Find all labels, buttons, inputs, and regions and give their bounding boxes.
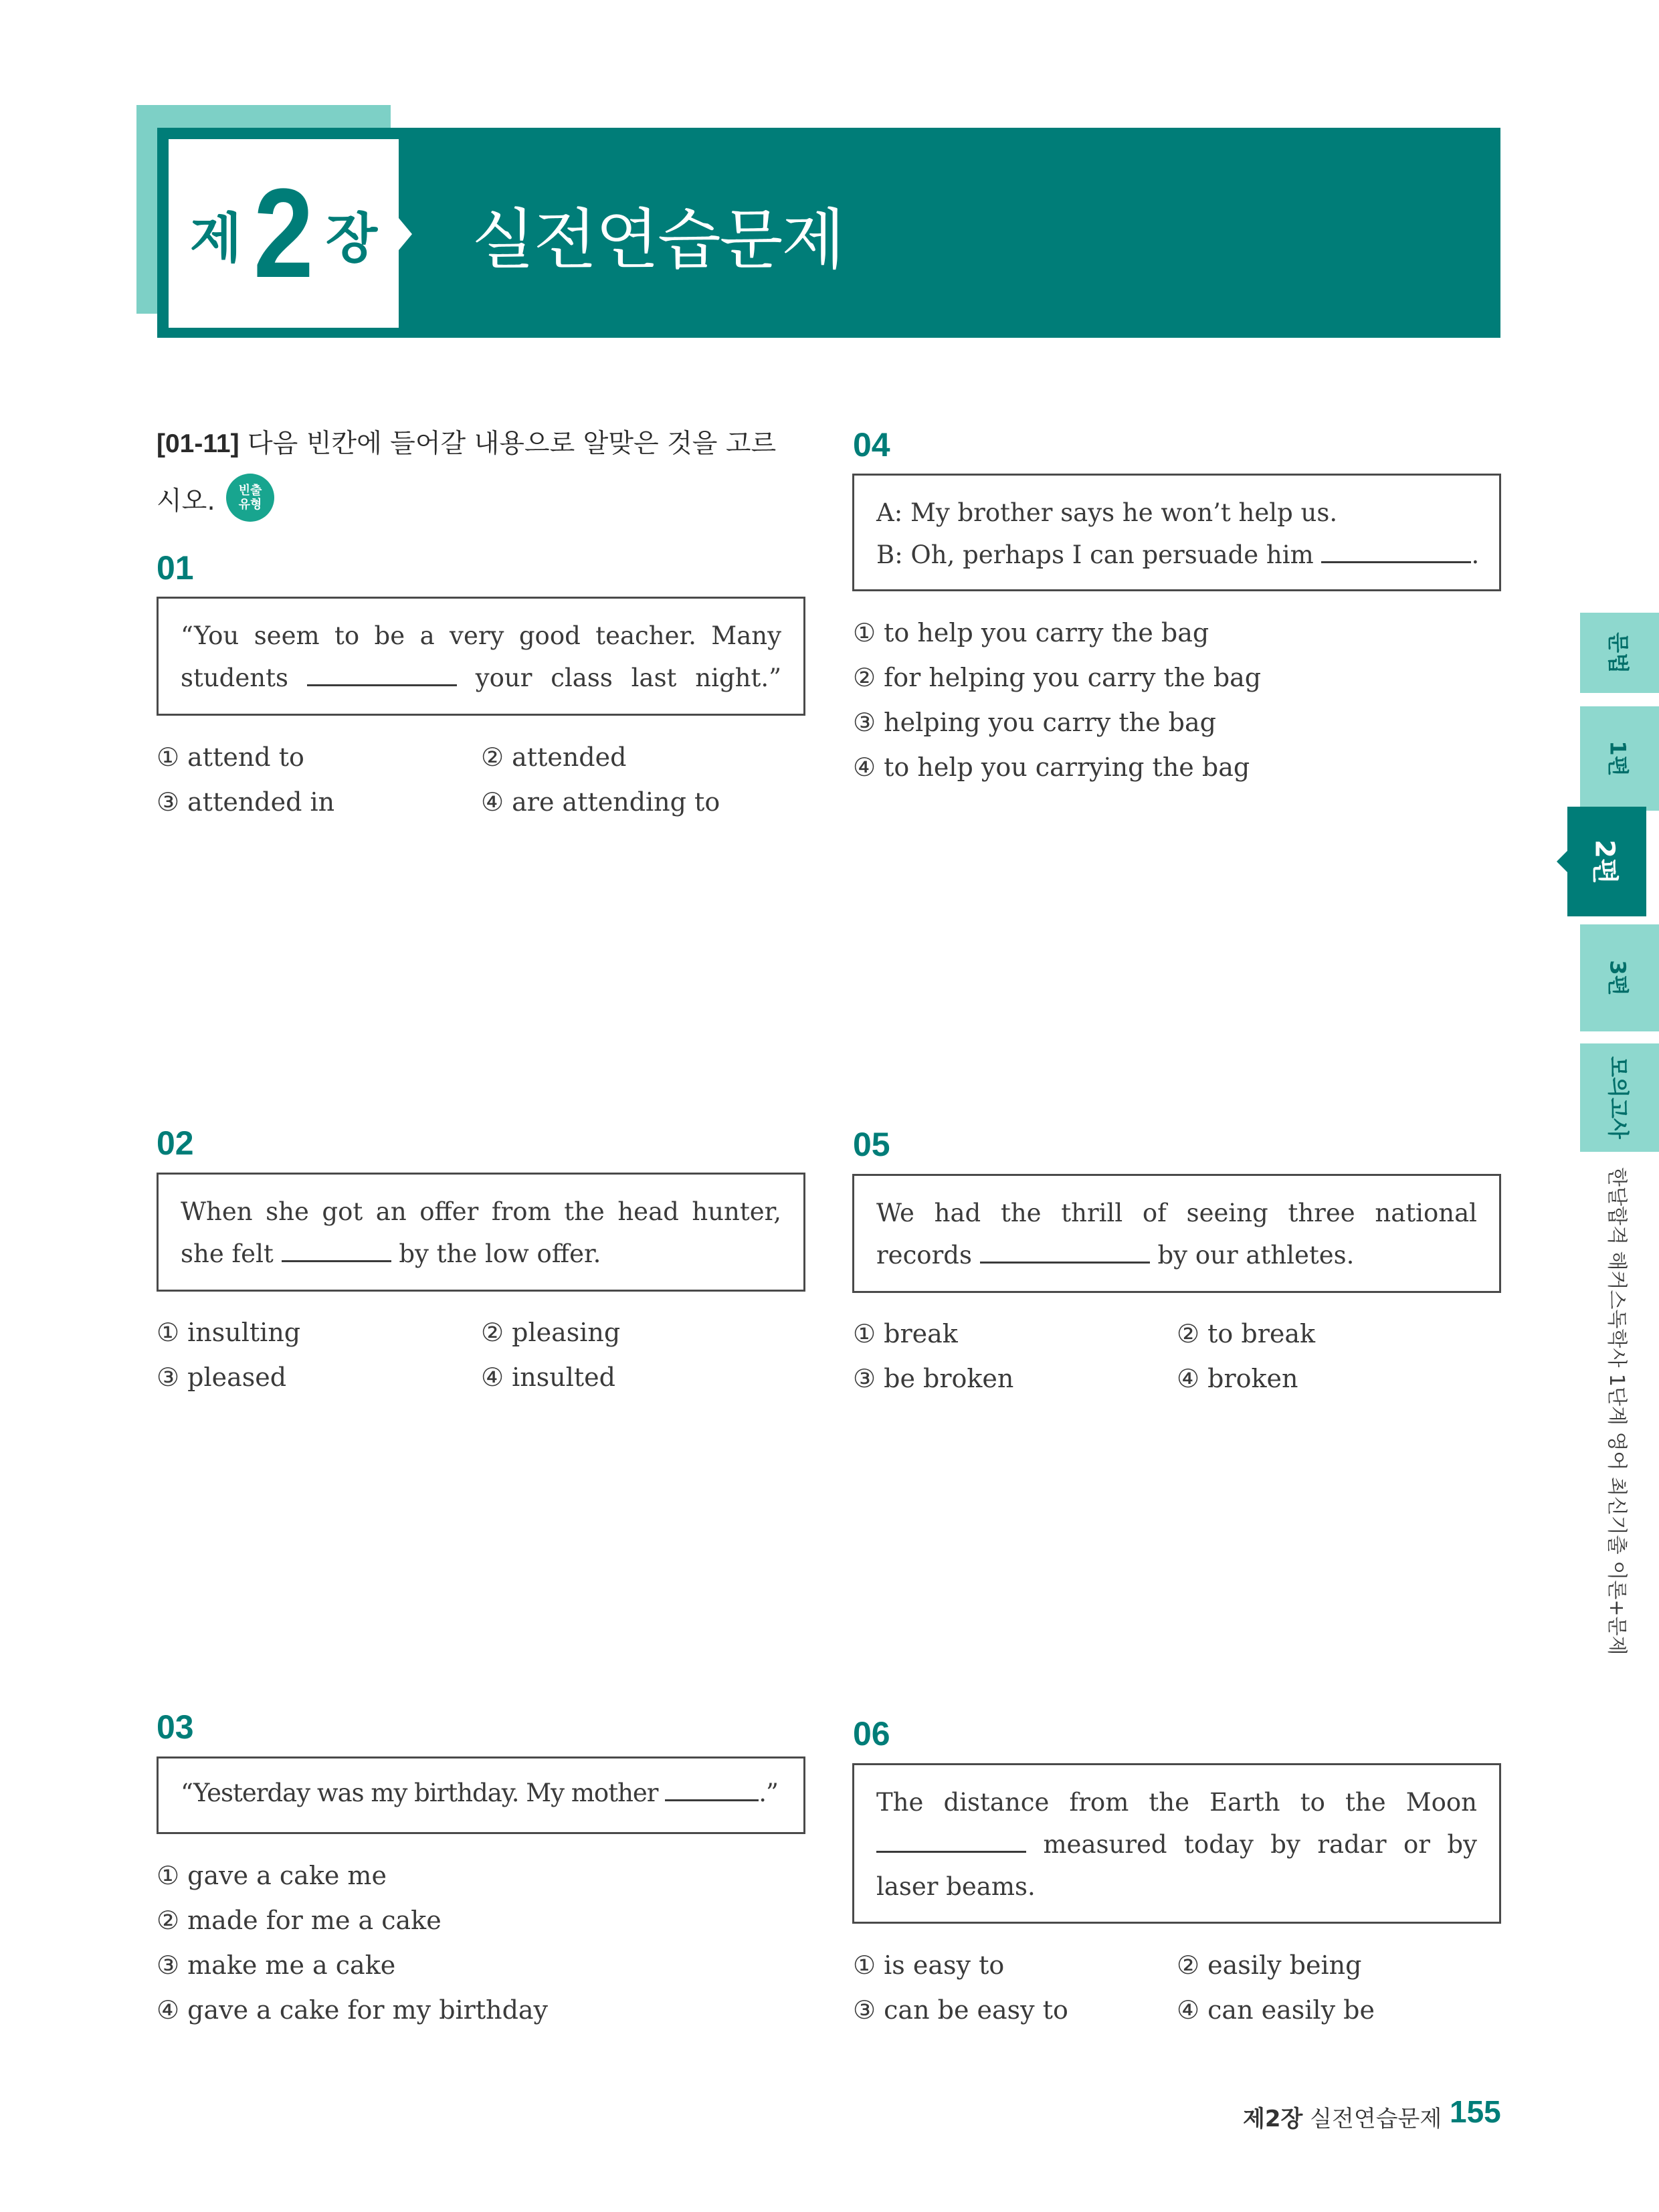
question-number-04: 04 [853,426,890,464]
chapter-number: 2 [254,163,314,304]
question-03-line-1: “Yesterday was my birthday. My mother .” [181,1772,781,1814]
side-tab-grammar[interactable]: 문법 [1580,613,1659,693]
footer-title: 실전연습문제 [1310,2106,1442,2132]
q02-option-1[interactable]: ① insulting [157,1318,301,1347]
header-arrow-icon [399,218,412,250]
side-tab-part-3[interactable]: 3편 [1580,924,1659,1031]
question-number-02: 02 [157,1124,194,1162]
q05-option-3[interactable]: ③ be broken [853,1364,1014,1393]
q04-option-3[interactable]: ③ helping you carry the bag [853,708,1216,737]
question-06-line-2: measured today by radar or by [876,1823,1477,1866]
q04-option-1[interactable]: ① to help you carry the bag [853,618,1209,647]
q05-option-2[interactable]: ② to break [1177,1319,1316,1348]
instruction-line [157,423,776,460]
chapter-label-box [169,139,399,328]
q06-option-2[interactable]: ② easily being [1177,1950,1362,1980]
question-04-line-2: B: Oh, perhaps I can persuade him . [876,534,1477,576]
footer-chapter: 제2장 [1243,2106,1303,2132]
q05-option-4[interactable]: ④ broken [1177,1364,1298,1393]
question-box-01 [157,597,805,716]
question-number-03: 03 [157,1708,194,1746]
answer-blank [980,1236,1150,1264]
question-04-line-1: A: My brother says he won’t help us. [876,498,1338,527]
active-tab-pointer-icon [1557,851,1567,872]
q04-option-2[interactable]: ② for helping you carry the bag [853,663,1262,692]
question-number-01: 01 [157,549,194,587]
q03-option-3[interactable]: ③ make me a cake [157,1950,396,1980]
answer-blank [1321,536,1471,563]
question-05-line-2: records by our athletes. [876,1234,1477,1276]
q03-option-2[interactable]: ② made for me a cake [157,1906,442,1935]
chapter-title: 실전연습문제 [472,202,844,278]
badge-top-text: 빈출 [238,484,262,498]
chapter-prefix: 제 [189,207,242,270]
side-tab-mock-test[interactable]: 모의고사 [1580,1043,1659,1152]
question-box-05 [852,1174,1501,1293]
page-number: 155 [1450,2094,1501,2129]
side-tab-part-2[interactable]: 2편 [1567,807,1646,916]
answer-blank [282,1235,391,1262]
answer-blank [665,1774,759,1801]
q01-option-3[interactable]: ③ attended in [157,787,335,817]
book-title-vertical: 한달합격 해커스독학사 1단계 영어 최신기출 이론+문제 [1605,1167,1628,1655]
question-06-line-1: The distance from the Earth to the Moon [876,1788,1477,1817]
q01-option-1[interactable]: ① attend to [157,742,304,772]
q01-option-4[interactable]: ④ are attending to [481,787,720,817]
answer-blank [307,659,457,686]
instruction-range: [01-11] [157,429,239,458]
q03-option-4[interactable]: ④ gave a cake for my birthday [157,1995,549,2025]
question-box-03 [157,1756,805,1834]
answer-blank [876,1825,1026,1853]
question-01-line-2: students your class last night.” [181,657,781,699]
question-number-06: 06 [853,1715,890,1752]
instruction-text: 다음 빈칸에 들어갈 내용으로 알맞은 것을 고르 [247,429,777,459]
running-footer [1243,2100,1442,2133]
question-06-line-3: laser beams. [876,1872,1036,1901]
question-02-line-1: When she got an offer from the head hunter, [181,1197,781,1226]
question-box-06 [852,1763,1501,1924]
q04-option-4[interactable]: ④ to help you carrying the bag [853,752,1250,782]
question-number-05: 05 [853,1126,890,1163]
q01-option-2[interactable]: ② attended [481,742,627,772]
q06-option-1[interactable]: ① is easy to [853,1950,1005,1980]
frequent-type-badge-icon [226,474,274,522]
question-01-line-1: “You seem to be a very good teacher. Many [181,621,781,650]
q02-option-4[interactable]: ④ insulted [481,1363,615,1392]
question-05-line-1: We had the thrill of seeing three national [876,1199,1477,1227]
q02-option-3[interactable]: ③ pleased [157,1363,287,1392]
q03-option-1[interactable]: ① gave a cake me [157,1861,387,1890]
question-box-04 [852,474,1501,591]
badge-bottom-text: 유형 [238,498,262,512]
q05-option-1[interactable]: ① break [853,1319,958,1348]
q02-option-2[interactable]: ② pleasing [481,1318,621,1347]
question-box-02 [157,1173,805,1292]
q06-option-3[interactable]: ③ can be easy to [853,1995,1068,2025]
chapter-suffix: 장 [325,207,378,270]
q06-option-4[interactable]: ④ can easily be [1177,1995,1375,2025]
question-02-line-2: she felt by the low offer. [181,1233,781,1275]
instruction-continued: 시오. [157,486,215,516]
side-tab-part-1[interactable]: 1편 [1580,706,1659,811]
